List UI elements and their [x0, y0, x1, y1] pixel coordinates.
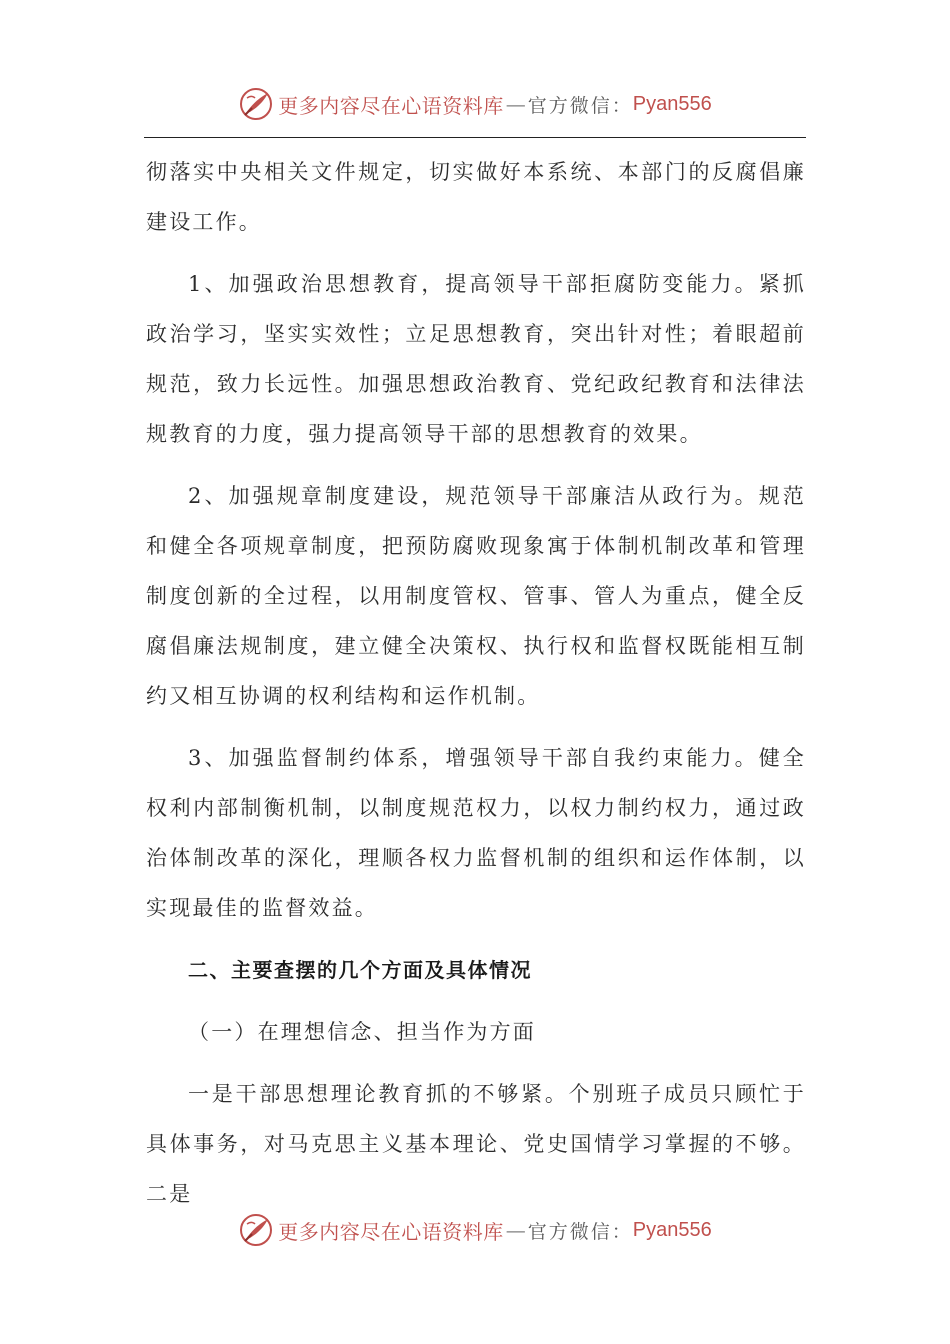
- header-contact-id: Pyan556: [632, 92, 712, 115]
- header-rule: [144, 137, 806, 138]
- quill-logo-icon: [238, 1212, 274, 1248]
- paragraph-item-4: 一是干部思想理论教育抓的不够紧。个别班子成员只顾忙于具体事务，对马克思主义基本理论、党史国情学习掌握的不够。二是: [146, 1082, 806, 1206]
- paragraph-item-1: 1、加强政治思想教育，提高领导干部拒腐防变能力。紧抓政治学习，坚实实效性；立足思想教育，突出针对性；着眼超前规范，致力长远性。加强思想政治教育、党纪政纪教育和法律法规教育的力度，强力提高领导干部的思想教育的效果。: [146, 272, 806, 446]
- quill-logo-icon: [238, 86, 274, 122]
- header-banner: [0, 82, 950, 126]
- footer-contact-id: Pyan556: [632, 1218, 712, 1241]
- header-promo-text: 更多内容尽在心语资料库: [278, 93, 504, 118]
- document-body: [146, 147, 806, 1231]
- paragraph-continuation: 彻落实中央相关文件规定，切实做好本系统、本部门的反腐倡廉建设工作。: [146, 160, 806, 234]
- section-heading: 二、主要查摆的几个方面及具体情况: [188, 958, 532, 982]
- footer-banner: [0, 1208, 950, 1252]
- header-separator: —: [505, 92, 526, 116]
- footer-separator: —: [505, 1218, 526, 1242]
- paragraph-item-3: 3、加强监督制约体系，增强领导干部自我约束能力。健全权利内部制衡机制，以制度规范权力，以权力制约权力，通过政治体制改革的深化，理顺各权力监督机制的组织和运作体制，以实现最佳的监督效益。: [146, 746, 806, 920]
- footer-promo-text: 更多内容尽在心语资料库: [278, 1219, 504, 1244]
- paragraph-item-2: 2、加强规章制度建设，规范领导干部廉洁从政行为。规范和健全各项规章制度，把预防腐败现象寓于体制机制改革和管理制度创新的全过程，以用制度管权、管事、管人为重点，健全反腐倡廉法规制度，建立健全决策权、执行权和监督权既能相互制约又相互协调的权利结构和运作机制。: [146, 484, 806, 708]
- subsection-heading: （一）在理想信念、担当作为方面: [188, 1020, 536, 1044]
- footer-contact-label: 官方微信：: [527, 1220, 633, 1243]
- header-contact-label: 官方微信：: [527, 94, 633, 117]
